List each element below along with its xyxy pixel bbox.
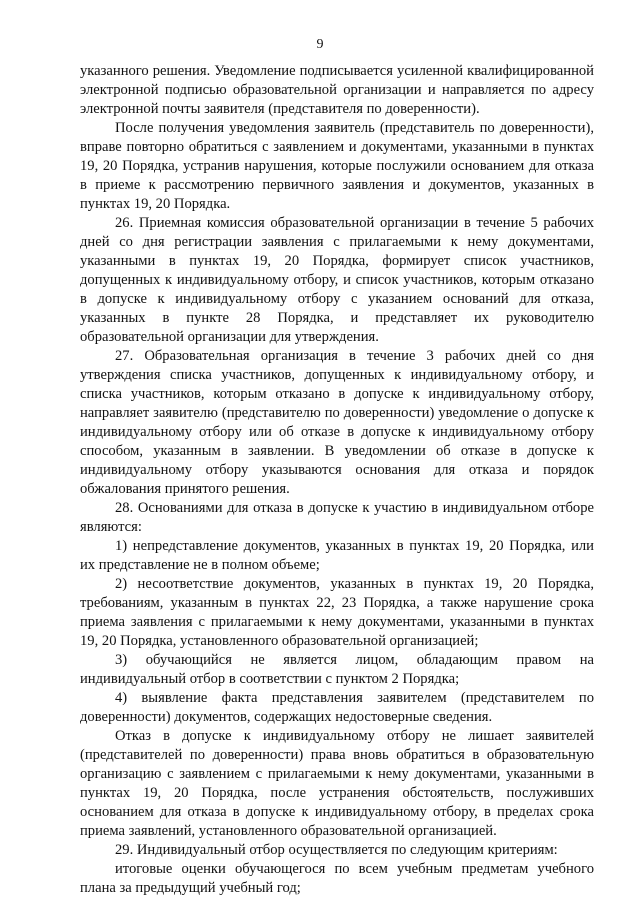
list-item: 2) несоответствие документов, указанных в пунктах 19, 20 Порядка, требованиям, указанным в пунктах 22, 23 Порядка, а также нарушение срока приема заявления с прилагаемыми к нему документами, указанными в пунктах 19, 20 Порядка, установленного образовательной организацией; (80, 576, 594, 649)
paragraph: итоговые оценки обучающегося по всем учебным предметам учебного плана за предыдущий учебный год; (80, 861, 594, 896)
paragraph: После получения уведомления заявитель (представитель по доверенности), вправе повторно обратиться с заявлением и документами, указанными в пунктах 19, 20 Порядка, устранив нарушения, которые послужили основанием для отказа в приеме к рассмотрению первичного заявления и документов, указанных в пунктах 19, 20 Порядка. (80, 120, 594, 212)
list-item: 3) обучающийся не является лицом, обладающим правом на индивидуальный отбор в соответствии с пунктом 2 Порядка; (80, 652, 594, 687)
paragraph-clause-29: 29. Индивидуальный отбор осуществляется по следующим критериям: (115, 842, 558, 858)
list-item: 4) выявление факта представления заявителем (представителем по доверенности) документов, содержащих недостоверные сведения. (80, 690, 594, 725)
paragraph-clause-28: 28. Основаниями для отказа в допуске к участию в индивидуальном отборе являются: (80, 500, 594, 535)
page-number: 9 (316, 37, 324, 52)
paragraph: Отказ в допуске к индивидуальному отбору не лишает заявителей (представителей по доверенности) права вновь обратиться в образовательную организацию с заявлением с прилагаемыми к нему документами, указанными в пунктах 19, 20 Порядка, после устранения обстоятельств, послуживших основанием для отказа в допуске к индивидуальному отбору, в пределах срока приема заявлений, установленного образовательной организацией. (80, 728, 594, 839)
paragraph: указанного решения. Уведомление подписывается усиленной квалифицированной электронной подписью образовательной организации и направляется по адресу электронной почты заявителя (представителя по доверенности). (80, 63, 594, 117)
paragraph-clause-26: 26. Приемная комиссия образовательной организации в течение 5 рабочих дней со дня регистрации заявления с прилагаемыми к нему документами, указанными в пунктах 19, 20 Порядка, формирует список участников, допущенных к индивидуальному отбору, и список участников, которым отказано в допуске к индивидуальному отбору с указанием оснований для отказа, указанных в пункте 28 Порядка, и представляет их руководителю образовательной организации для утверждения. (80, 215, 594, 345)
paragraph-clause-27: 27. Образовательная организация в течение 3 рабочих дней со дня утверждения списка участников, допущенных к индивидуальному отбору, и списка участников, которым отказано в допуске к индивидуальному отбору, направляет заявителю (представителю по доверенности) уведомление о допуске к индивидуальному отбору или об отказе в допуске к индивидуальному отбору способом, указанным в заявлении. В уведомлении об отказе в допуске к индивидуальному отбору указываются основания для отказа и порядок обжалования принятого решения. (80, 348, 594, 497)
list-item: 1) непредставление документов, указанных в пунктах 19, 20 Порядка, или их представление не в полном объеме; (80, 538, 594, 573)
document-body (80, 62, 594, 898)
